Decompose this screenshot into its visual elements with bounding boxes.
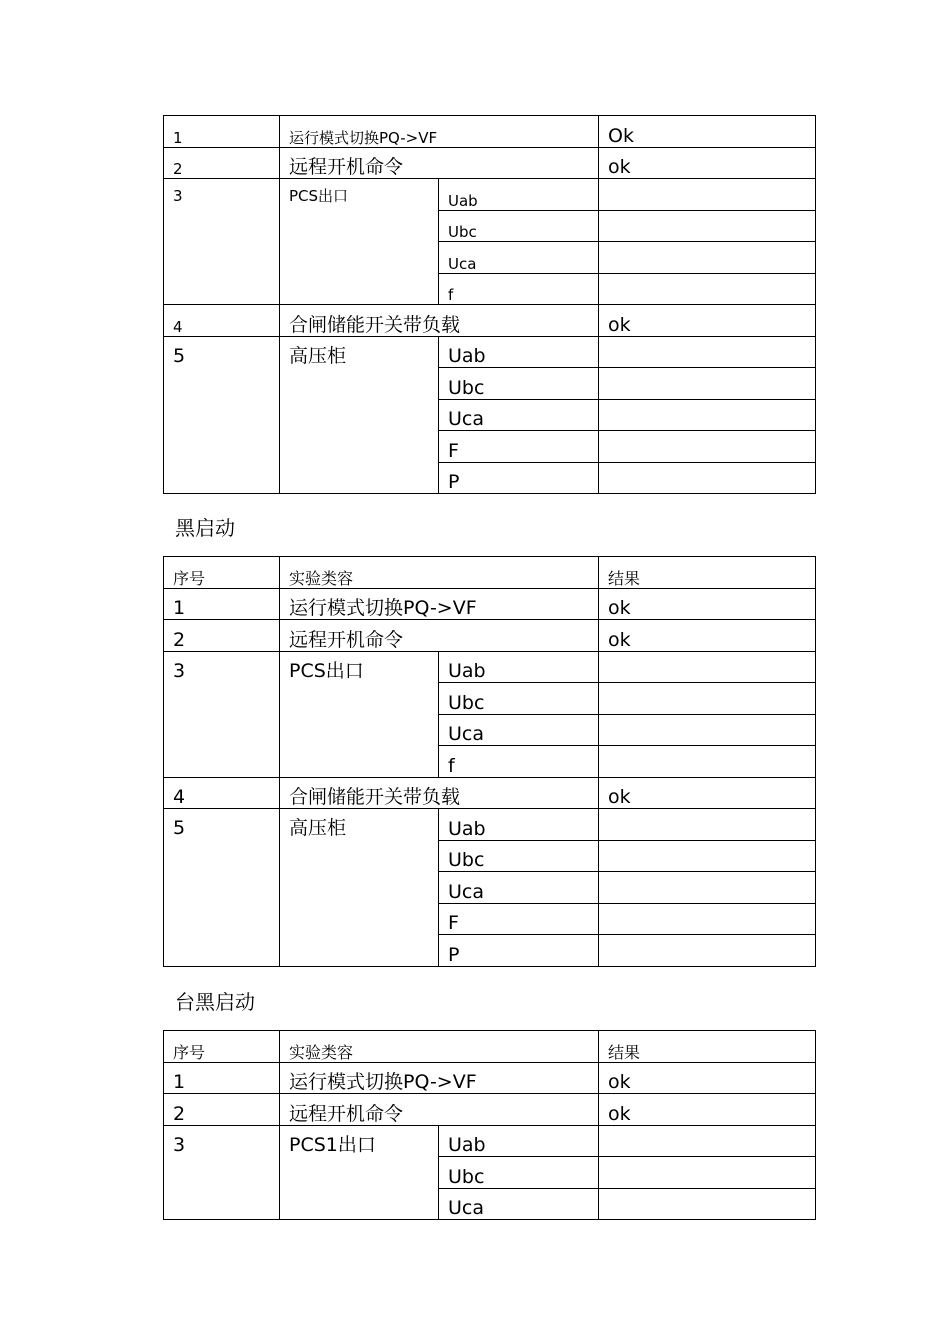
test-result: ok xyxy=(599,305,816,337)
test-table-2 xyxy=(163,556,816,967)
param-value xyxy=(599,1125,816,1157)
param-value xyxy=(599,651,816,683)
param-value xyxy=(599,714,816,746)
row-number: 5 xyxy=(164,809,280,967)
param-value xyxy=(599,746,816,778)
row-number: 1 xyxy=(164,588,280,620)
param-value xyxy=(599,683,816,715)
param-label: Ubc xyxy=(439,1157,599,1189)
test-result: ok xyxy=(599,1062,816,1094)
param-value xyxy=(599,210,816,242)
param-label: F xyxy=(439,903,599,935)
table-row xyxy=(164,116,816,148)
param-label: Ubc xyxy=(439,683,599,715)
section-title: 台黑启动 xyxy=(175,990,255,1014)
param-label: Uca xyxy=(439,872,599,904)
table-row xyxy=(164,305,816,337)
column-header-result: 结果 xyxy=(599,557,816,589)
param-label: Uca xyxy=(439,714,599,746)
param-label: P xyxy=(439,935,599,967)
param-label: Uab xyxy=(439,179,599,211)
row-number: 2 xyxy=(164,1094,280,1126)
row-number: 2 xyxy=(164,620,280,652)
row-number: 3 xyxy=(164,651,280,777)
param-value xyxy=(599,462,816,494)
param-value xyxy=(599,809,816,841)
column-header-number: 序号 xyxy=(164,1031,280,1063)
table-row xyxy=(164,147,816,179)
param-label: Ubc xyxy=(439,210,599,242)
test-item: 合闸储能开关带负载 xyxy=(280,305,599,337)
param-label: f xyxy=(439,746,599,778)
test-item: 合闸储能开关带负载 xyxy=(280,777,599,809)
row-number: 1 xyxy=(164,116,280,148)
param-value xyxy=(599,368,816,400)
param-value xyxy=(599,935,816,967)
param-label: Ubc xyxy=(439,840,599,872)
test-table-3 xyxy=(163,1030,816,1220)
param-label: Uab xyxy=(439,809,599,841)
table-row xyxy=(164,1094,816,1126)
table-row xyxy=(164,1062,816,1094)
row-number: 1 xyxy=(164,1062,280,1094)
param-label: Uab xyxy=(439,651,599,683)
test-item: 远程开机命令 xyxy=(280,1094,599,1126)
test-item: 运行模式切换PQ->VF xyxy=(280,588,599,620)
param-label: Uab xyxy=(439,1125,599,1157)
table-row xyxy=(164,777,816,809)
param-value xyxy=(599,179,816,211)
test-item: 高压柜 xyxy=(280,336,439,494)
test-result: ok xyxy=(599,588,816,620)
param-label: Ubc xyxy=(439,368,599,400)
param-value xyxy=(599,242,816,274)
row-number: 4 xyxy=(164,777,280,809)
row-number: 3 xyxy=(164,1125,280,1220)
row-number: 4 xyxy=(164,305,280,337)
table-row xyxy=(164,809,816,841)
test-result: ok xyxy=(599,147,816,179)
table-row xyxy=(164,651,816,683)
test-result: ok xyxy=(599,620,816,652)
table-row xyxy=(164,1125,816,1157)
table-header-row xyxy=(164,557,816,589)
table-row xyxy=(164,179,816,211)
row-number: 2 xyxy=(164,147,280,179)
test-result: ok xyxy=(599,1094,816,1126)
column-header-number: 序号 xyxy=(164,557,280,589)
test-item: 高压柜 xyxy=(280,809,439,967)
column-header-item: 实验类容 xyxy=(280,557,599,589)
param-value xyxy=(599,399,816,431)
param-label: P xyxy=(439,462,599,494)
param-label: Uca xyxy=(439,242,599,274)
table-row xyxy=(164,336,816,368)
test-item: PCS1出口 xyxy=(280,1125,439,1220)
table-header-row xyxy=(164,1031,816,1063)
test-item: 运行模式切换PQ->VF xyxy=(280,116,599,148)
table-row xyxy=(164,588,816,620)
section-title: 黑启动 xyxy=(175,516,235,540)
param-value xyxy=(599,903,816,935)
test-item: 远程开机命令 xyxy=(280,620,599,652)
column-header-item: 实验类容 xyxy=(280,1031,599,1063)
param-value xyxy=(599,431,816,463)
param-value xyxy=(599,336,816,368)
param-value xyxy=(599,1157,816,1189)
param-value xyxy=(599,840,816,872)
test-result: ok xyxy=(599,777,816,809)
test-result: Ok xyxy=(599,116,816,148)
row-number: 3 xyxy=(164,179,280,305)
test-item: 远程开机命令 xyxy=(280,147,599,179)
test-item: PCS出口 xyxy=(280,651,439,777)
param-label: F xyxy=(439,431,599,463)
test-table-1 xyxy=(163,115,816,494)
test-item: 运行模式切换PQ->VF xyxy=(280,1062,599,1094)
param-value xyxy=(599,1188,816,1220)
param-value xyxy=(599,872,816,904)
param-label: f xyxy=(439,273,599,305)
param-label: Uca xyxy=(439,399,599,431)
row-number: 5 xyxy=(164,336,280,494)
table-row xyxy=(164,620,816,652)
param-label: Uab xyxy=(439,336,599,368)
test-item: PCS出口 xyxy=(280,179,439,305)
column-header-result: 结果 xyxy=(599,1031,816,1063)
param-label: Uca xyxy=(439,1188,599,1220)
param-value xyxy=(599,273,816,305)
